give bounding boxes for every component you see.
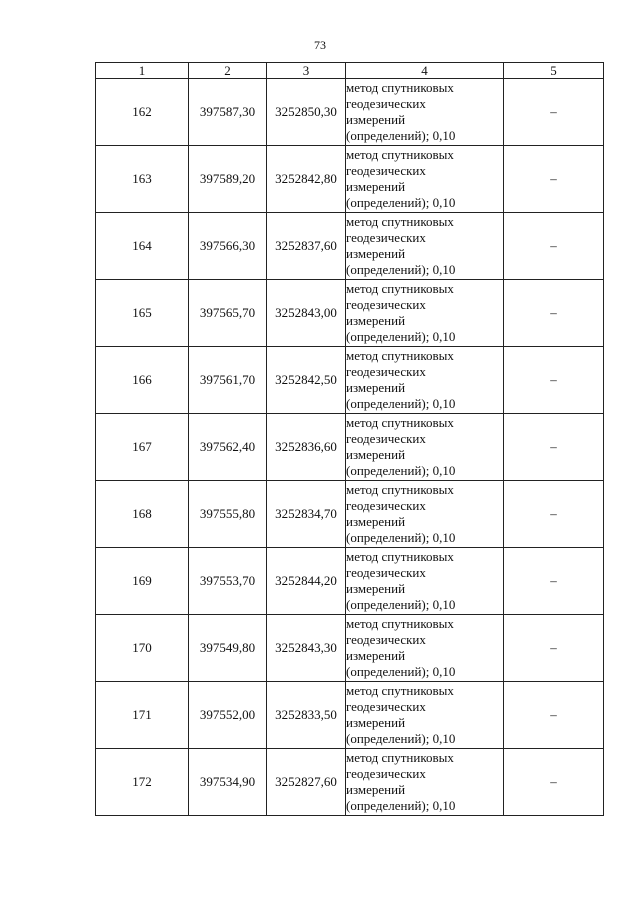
- method-cell: [346, 749, 504, 816]
- y-coordinate-cell: 3252850,30: [267, 79, 346, 146]
- table-row: [96, 79, 604, 146]
- note-cell: –: [504, 615, 604, 682]
- point-number-cell: 170: [96, 615, 189, 682]
- method-line: метод спутниковых: [346, 80, 454, 95]
- note-cell: –: [504, 414, 604, 481]
- note-cell: –: [504, 146, 604, 213]
- method-line: измерений: [346, 313, 406, 328]
- method-line: измерений: [346, 648, 406, 663]
- method-line: геодезических: [346, 699, 426, 714]
- method-line: метод спутниковых: [346, 482, 454, 497]
- point-number-cell: 172: [96, 749, 189, 816]
- method-line: измерений: [346, 782, 406, 797]
- x-coordinate-cell: 397589,20: [189, 146, 267, 213]
- point-number-cell: 165: [96, 280, 189, 347]
- method-line: геодезических: [346, 163, 426, 178]
- method-line: (определений); 0,10: [346, 329, 456, 344]
- y-coordinate-cell: 3252844,20: [267, 548, 346, 615]
- method-line: измерений: [346, 179, 406, 194]
- note-cell: –: [504, 749, 604, 816]
- y-coordinate-cell: 3252843,30: [267, 615, 346, 682]
- method-line: геодезических: [346, 632, 426, 647]
- table-body: [96, 79, 604, 816]
- y-coordinate-cell: 3252833,50: [267, 682, 346, 749]
- y-coordinate-cell: 3252834,70: [267, 481, 346, 548]
- x-coordinate-cell: 397565,70: [189, 280, 267, 347]
- x-coordinate-cell: 397534,90: [189, 749, 267, 816]
- x-coordinate-cell: 397562,40: [189, 414, 267, 481]
- method-cell: [346, 146, 504, 213]
- point-number-cell: 171: [96, 682, 189, 749]
- x-coordinate-cell: 397555,80: [189, 481, 267, 548]
- method-line: геодезических: [346, 498, 426, 513]
- method-cell: [346, 347, 504, 414]
- table-row: [96, 615, 604, 682]
- point-number-cell: 162: [96, 79, 189, 146]
- table-row: [96, 146, 604, 213]
- point-number-cell: 167: [96, 414, 189, 481]
- method-cell: [346, 548, 504, 615]
- method-line: измерений: [346, 514, 406, 529]
- method-line: метод спутниковых: [346, 683, 454, 698]
- table-row: [96, 481, 604, 548]
- column-header-5: 5: [504, 63, 604, 79]
- method-cell: [346, 213, 504, 280]
- method-line: метод спутниковых: [346, 616, 454, 631]
- method-cell: [346, 615, 504, 682]
- method-cell: [346, 79, 504, 146]
- method-line: (определений); 0,10: [346, 463, 456, 478]
- method-line: метод спутниковых: [346, 348, 454, 363]
- method-cell: [346, 682, 504, 749]
- method-line: геодезических: [346, 96, 426, 111]
- method-cell: [346, 414, 504, 481]
- method-line: измерений: [346, 447, 406, 462]
- x-coordinate-cell: 397553,70: [189, 548, 267, 615]
- point-number-cell: 164: [96, 213, 189, 280]
- column-header-1: 1: [96, 63, 189, 79]
- table-row: [96, 414, 604, 481]
- note-cell: –: [504, 682, 604, 749]
- method-line: метод спутниковых: [346, 147, 454, 162]
- method-line: (определений); 0,10: [346, 530, 456, 545]
- point-number-cell: 163: [96, 146, 189, 213]
- method-line: измерений: [346, 246, 406, 261]
- method-line: (определений); 0,10: [346, 396, 456, 411]
- method-line: (определений); 0,10: [346, 798, 456, 813]
- method-line: измерений: [346, 112, 406, 127]
- method-line: метод спутниковых: [346, 281, 454, 296]
- method-line: метод спутниковых: [346, 214, 454, 229]
- x-coordinate-cell: 397552,00: [189, 682, 267, 749]
- y-coordinate-cell: 3252836,60: [267, 414, 346, 481]
- table-header-row: [96, 63, 604, 79]
- method-line: (определений); 0,10: [346, 731, 456, 746]
- table-row: [96, 280, 604, 347]
- method-line: геодезических: [346, 766, 426, 781]
- method-line: метод спутниковых: [346, 750, 454, 765]
- method-line: геодезических: [346, 230, 426, 245]
- table-row: [96, 548, 604, 615]
- coordinates-table: [95, 62, 604, 816]
- table-row: [96, 749, 604, 816]
- method-line: измерений: [346, 380, 406, 395]
- y-coordinate-cell: 3252837,60: [267, 213, 346, 280]
- method-line: (определений); 0,10: [346, 664, 456, 679]
- method-line: геодезических: [346, 297, 426, 312]
- note-cell: –: [504, 548, 604, 615]
- method-cell: [346, 280, 504, 347]
- note-cell: –: [504, 347, 604, 414]
- y-coordinate-cell: 3252842,80: [267, 146, 346, 213]
- note-cell: –: [504, 213, 604, 280]
- point-number-cell: 169: [96, 548, 189, 615]
- method-line: геодезических: [346, 431, 426, 446]
- y-coordinate-cell: 3252843,00: [267, 280, 346, 347]
- method-line: (определений); 0,10: [346, 262, 456, 277]
- method-cell: [346, 481, 504, 548]
- column-header-4: 4: [346, 63, 504, 79]
- x-coordinate-cell: 397587,30: [189, 79, 267, 146]
- column-header-3: 3: [267, 63, 346, 79]
- method-line: геодезических: [346, 364, 426, 379]
- method-line: (определений); 0,10: [346, 128, 456, 143]
- method-line: измерений: [346, 581, 406, 596]
- note-cell: –: [504, 280, 604, 347]
- x-coordinate-cell: 397561,70: [189, 347, 267, 414]
- method-line: измерений: [346, 715, 406, 730]
- table-row: [96, 682, 604, 749]
- table-row: [96, 213, 604, 280]
- column-header-2: 2: [189, 63, 267, 79]
- point-number-cell: 168: [96, 481, 189, 548]
- note-cell: –: [504, 79, 604, 146]
- method-line: метод спутниковых: [346, 415, 454, 430]
- y-coordinate-cell: 3252842,50: [267, 347, 346, 414]
- method-line: (определений); 0,10: [346, 195, 456, 210]
- method-line: геодезических: [346, 565, 426, 580]
- method-line: (определений); 0,10: [346, 597, 456, 612]
- y-coordinate-cell: 3252827,60: [267, 749, 346, 816]
- x-coordinate-cell: 397566,30: [189, 213, 267, 280]
- table-row: [96, 347, 604, 414]
- method-line: метод спутниковых: [346, 549, 454, 564]
- note-cell: –: [504, 481, 604, 548]
- x-coordinate-cell: 397549,80: [189, 615, 267, 682]
- page-number: 73: [314, 38, 326, 52]
- point-number-cell: 166: [96, 347, 189, 414]
